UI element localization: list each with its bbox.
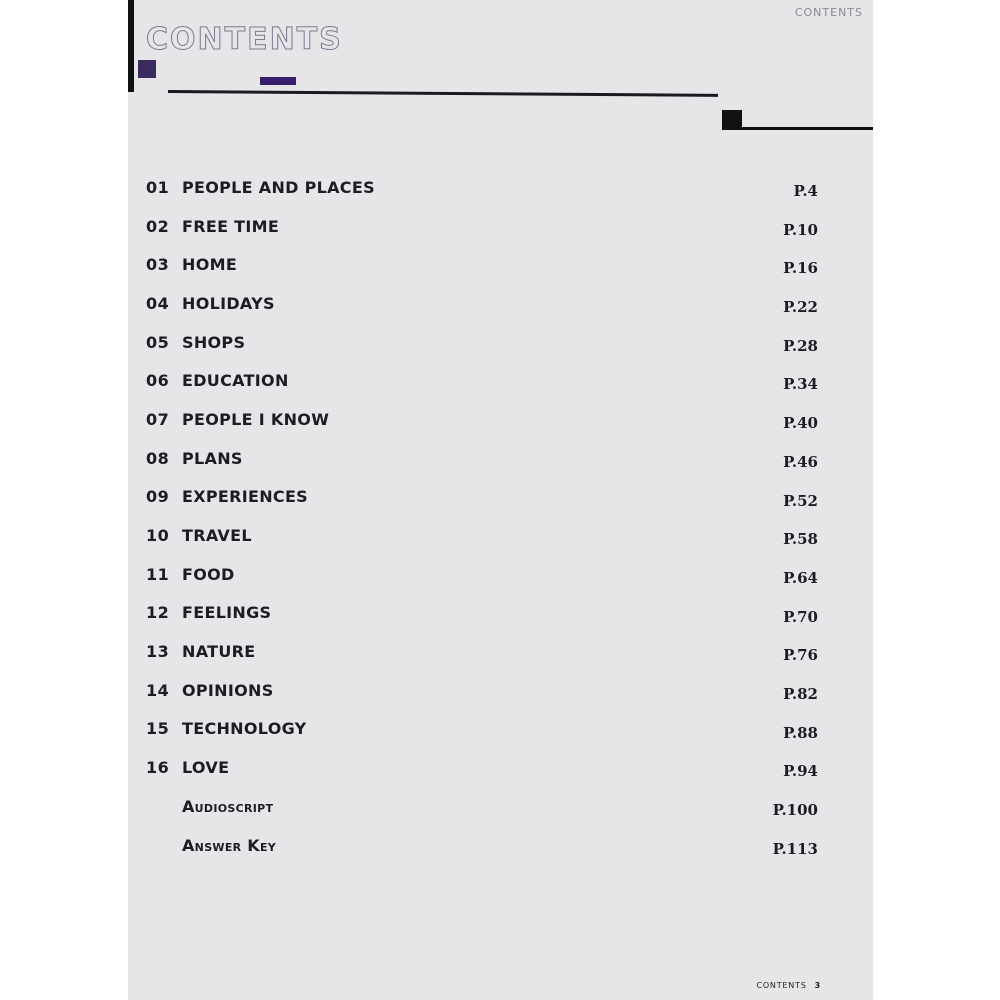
toc-entry-number: 12 xyxy=(146,603,170,623)
toc-entry-number: 09 xyxy=(146,487,170,507)
toc-entry-title: FREE TIME xyxy=(182,216,280,236)
toc-entry-page: P.46 xyxy=(783,452,818,471)
toc-entry-number: 16 xyxy=(146,758,170,778)
toc-entry-number: 13 xyxy=(146,642,170,662)
toc-entry-number: 06 xyxy=(146,371,170,391)
section-rule xyxy=(740,127,873,130)
toc-entry-page: P.70 xyxy=(783,607,818,626)
toc-entry-title: OPINIONS xyxy=(182,680,274,700)
toc-entry-page: P.34 xyxy=(783,375,818,394)
toc-entry-page: P.100 xyxy=(772,801,818,819)
toc-entry-page: P.76 xyxy=(783,646,818,665)
toc-entry-number: 11 xyxy=(146,564,170,584)
toc-entry-title: LOVE xyxy=(182,758,230,778)
toc-entry-title: FOOD xyxy=(182,564,235,584)
toc-entry-title: Answer Key xyxy=(182,835,277,855)
toc-entry[interactable] xyxy=(146,168,826,207)
toc-entry[interactable] xyxy=(146,361,826,400)
toc-entry-title: PEOPLE I KNOW xyxy=(182,409,330,429)
toc-entry[interactable] xyxy=(146,632,826,671)
toc-entry[interactable] xyxy=(146,787,826,826)
running-header: CONTENTS xyxy=(794,6,863,19)
toc-entry-page: P.88 xyxy=(783,723,818,742)
toc-entry-number: 08 xyxy=(146,448,170,468)
toc-entry-page: P.28 xyxy=(783,336,818,355)
toc-entry[interactable] xyxy=(146,207,826,246)
toc-entry-title: PLANS xyxy=(182,448,243,468)
toc-entry-title: NATURE xyxy=(182,642,256,662)
toc-entry-page: P.82 xyxy=(783,684,818,703)
toc-entry-title: HOLIDAYS xyxy=(182,293,275,313)
toc-entry-page: P.16 xyxy=(783,259,818,278)
toc-entry[interactable] xyxy=(146,748,826,787)
toc-entry-title: EXPERIENCES xyxy=(182,487,309,507)
toc-entry-title: SHOPS xyxy=(182,332,246,352)
toc-entry-number: 10 xyxy=(146,526,170,546)
toc-entry-title: PEOPLE AND PLACES xyxy=(182,177,375,197)
toc-entry-number: 05 xyxy=(146,332,170,352)
document-page xyxy=(128,0,873,1000)
toc-entry-number: 04 xyxy=(146,293,170,313)
toc-entry-page: P.52 xyxy=(783,491,818,510)
toc-entry[interactable] xyxy=(146,400,826,439)
toc-entry-page: P.10 xyxy=(783,220,818,239)
toc-entry[interactable] xyxy=(146,439,826,478)
toc-entry[interactable] xyxy=(146,516,826,555)
toc-entry-number: 14 xyxy=(146,680,170,700)
toc-entry-page: P.22 xyxy=(783,298,818,317)
toc-entry[interactable] xyxy=(146,671,826,710)
toc-entry-title: FEELINGS xyxy=(182,603,272,623)
toc-entry-number: 03 xyxy=(146,255,170,275)
title-underline xyxy=(168,90,718,97)
toc-entry-number: 01 xyxy=(146,177,170,197)
toc-entry-title: EDUCATION xyxy=(182,371,289,391)
toc-entry-page: P.94 xyxy=(783,762,818,781)
toc-entry-page: P.4 xyxy=(793,182,818,200)
toc-entry[interactable] xyxy=(146,826,826,865)
decorative-accent xyxy=(260,77,296,85)
toc-entry-title: TECHNOLOGY xyxy=(182,719,307,739)
toc-entry[interactable] xyxy=(146,710,826,749)
toc-entry-number: 02 xyxy=(146,216,170,236)
page-footer xyxy=(756,981,821,990)
toc-entry-number: 07 xyxy=(146,409,170,429)
toc-entry-page: P.64 xyxy=(783,568,818,587)
table-of-contents xyxy=(146,168,826,864)
toc-entry[interactable] xyxy=(146,478,826,517)
corner-bar xyxy=(128,0,134,92)
toc-entry[interactable] xyxy=(146,323,826,362)
footer-label: CONTENTS xyxy=(756,981,807,990)
decorative-square xyxy=(138,60,156,78)
toc-entry-title: Audioscript xyxy=(182,796,274,816)
page-title: CONTENTS xyxy=(146,22,343,57)
toc-entry[interactable] xyxy=(146,245,826,284)
decorative-block xyxy=(722,110,742,130)
toc-entry-number: 15 xyxy=(146,719,170,739)
footer-page-number: 3 xyxy=(814,981,821,990)
toc-entry[interactable] xyxy=(146,594,826,633)
toc-entry-title: TRAVEL xyxy=(182,526,252,546)
toc-entry[interactable] xyxy=(146,284,826,323)
toc-entry[interactable] xyxy=(146,555,826,594)
toc-entry-page: P.113 xyxy=(772,839,818,858)
toc-entry-page: P.40 xyxy=(783,414,818,433)
toc-entry-page: P.58 xyxy=(783,530,818,549)
toc-entry-title: HOME xyxy=(182,255,238,275)
